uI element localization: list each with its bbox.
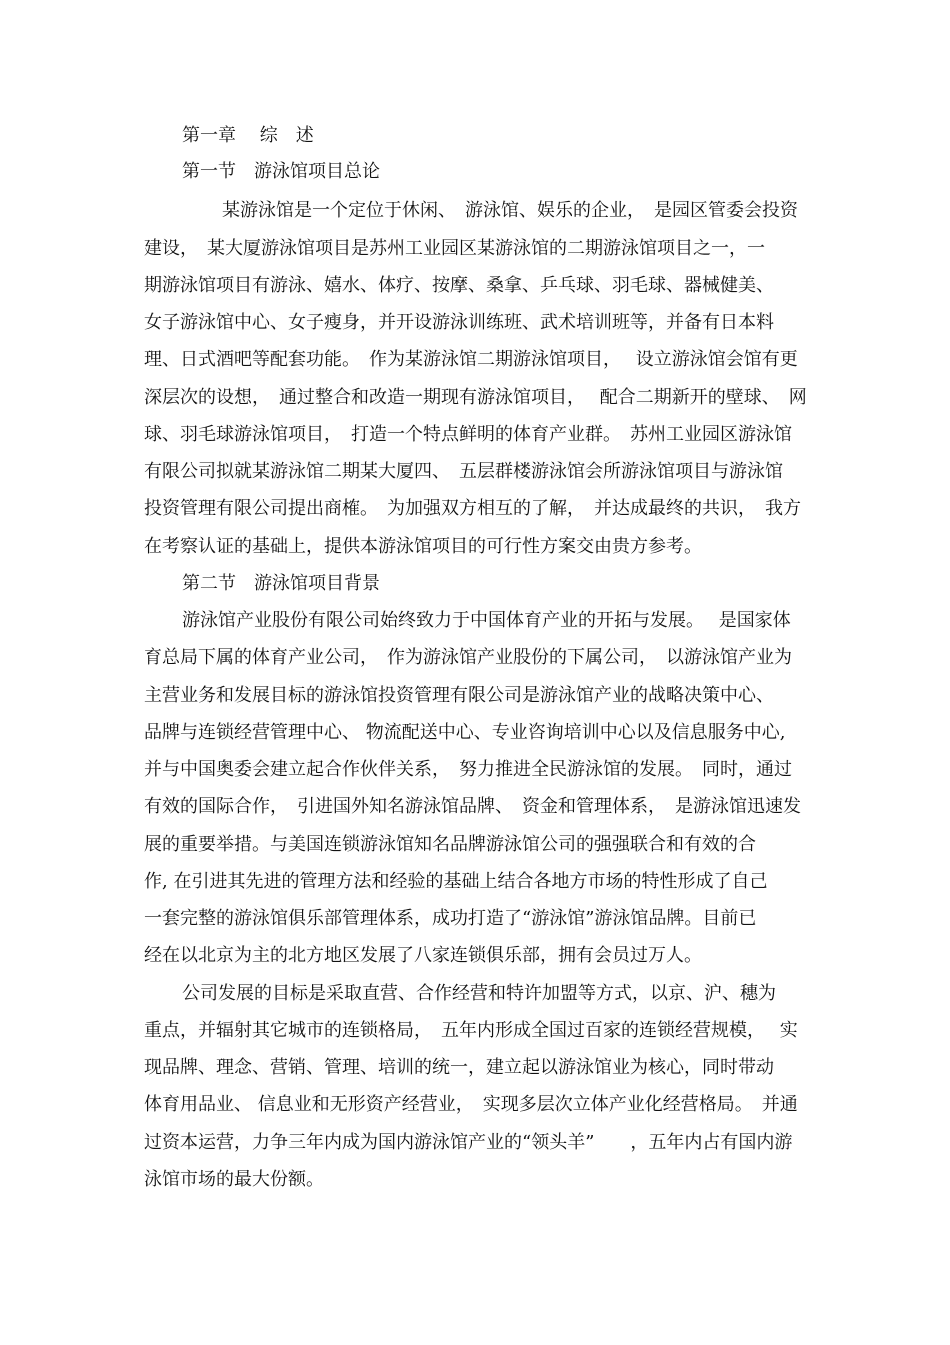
paragraph-line: 球、羽毛球游泳馆项目， 打造一个特点鲜明的体育产业群。 苏州工业园区游泳馆 bbox=[144, 424, 792, 445]
paragraph-line: 主营业务和发展目标的游泳馆投资管理有限公司是游泳馆产业的战略决策中心、 bbox=[144, 685, 774, 706]
paragraph-line: 女子游泳馆中心、女子瘦身，并开设游泳训练班、武术培训班等，并备有日本料 bbox=[144, 312, 774, 333]
paragraph-line: 并与中国奥委会建立起合作伙伴关系， 努力推进全民游泳馆的发展。 同时，通过 bbox=[144, 759, 792, 780]
paragraph-line: 期游泳馆项目有游泳、嬉水、体疗、按摩、桑拿、乒乓球、羽毛球、器械健美、 bbox=[144, 275, 774, 296]
paragraph-line: 体育用品业、 信息业和无形资产经营业， 实现多层次立体产业化经营格局。 并通 bbox=[144, 1094, 798, 1115]
paragraph-line: 理、日式酒吧等配套功能。 作为某游泳馆二期游泳馆项目， 设立游泳馆会馆有更 bbox=[144, 349, 798, 370]
section-heading: 第二节 游泳馆项目背景 bbox=[182, 573, 380, 594]
paragraph-line: 现品牌、理念、营销、管理、培训的统一，建立起以游泳馆业为核心，同时带动 bbox=[144, 1057, 774, 1078]
paragraph-line: 作, 在引进其先进的管理方法和经验的基础上结合各地方市场的特性形成了自己 bbox=[144, 871, 768, 892]
paragraph-line: 建设， 某大厦游泳馆项目是苏州工业园区某游泳馆的二期游泳馆项目之一，一 bbox=[144, 238, 765, 259]
paragraph-line: 经在以北京为主的北方地区发展了八家连锁俱乐部，拥有会员过万人。 bbox=[144, 945, 702, 966]
paragraph-line: 某游泳馆是一个定位于休闲、 游泳馆、娱乐的企业， 是园区管委会投资 bbox=[222, 200, 798, 221]
paragraph-line: 育总局下属的体育产业公司， 作为游泳馆产业股份的下属公司， 以游泳馆产业为 bbox=[144, 647, 792, 668]
paragraph-line: 过资本运营，力争三年内成为国内游泳馆产业的“领头羊” ，五年内占有国内游 bbox=[144, 1132, 793, 1153]
paragraph-line: 投资管理有限公司提出商榷。 为加强双方相互的了解， 并达成最终的共识， 我方 bbox=[144, 498, 801, 519]
paragraph-line: 泳馆市场的最大份额。 bbox=[144, 1169, 324, 1190]
paragraph-line: 品牌与连锁经营管理中心、 物流配送中心、专业咨询培训中心以及信息服务中心, bbox=[144, 722, 786, 743]
paragraph-line: 一套完整的游泳馆俱乐部管理体系，成功打造了“游泳馆”游泳馆品牌。目前已 bbox=[144, 908, 757, 929]
paragraph-line: 公司发展的目标是采取直营、合作经营和特许加盟等方式，以京、沪、穗为 bbox=[182, 983, 776, 1004]
paragraph-line: 展的重要举措。与美国连锁游泳馆知名品牌游泳馆公司的强强联合和有效的合 bbox=[144, 834, 756, 855]
section-heading: 第一节 游泳馆项目总论 bbox=[182, 161, 380, 182]
paragraph-line: 游泳馆产业股份有限公司始终致力于中国体育产业的开拓与发展。 是国家体 bbox=[182, 610, 791, 631]
paragraph-line: 有效的国际合作， 引进国外知名游泳馆品牌、 资金和管理体系， 是游泳馆迅速发 bbox=[144, 796, 801, 817]
paragraph-line: 在考察认证的基础上，提供本游泳馆项目的可行性方案交由贵方参考。 bbox=[144, 536, 702, 557]
chapter-heading: 第一章 综 述 bbox=[182, 125, 314, 146]
paragraph-line: 深层次的设想， 通过整合和改造一期现有游泳馆项目， 配合二期新开的壁球、 网 bbox=[144, 387, 807, 408]
paragraph-line: 有限公司拟就某游泳馆二期某大厦四、 五层群楼游泳馆会所游泳馆项目与游泳馆 bbox=[144, 461, 783, 482]
paragraph-line: 重点，并辐射其它城市的连锁格局， 五年内形成全国过百家的连锁经营规模， 实 bbox=[144, 1020, 798, 1041]
